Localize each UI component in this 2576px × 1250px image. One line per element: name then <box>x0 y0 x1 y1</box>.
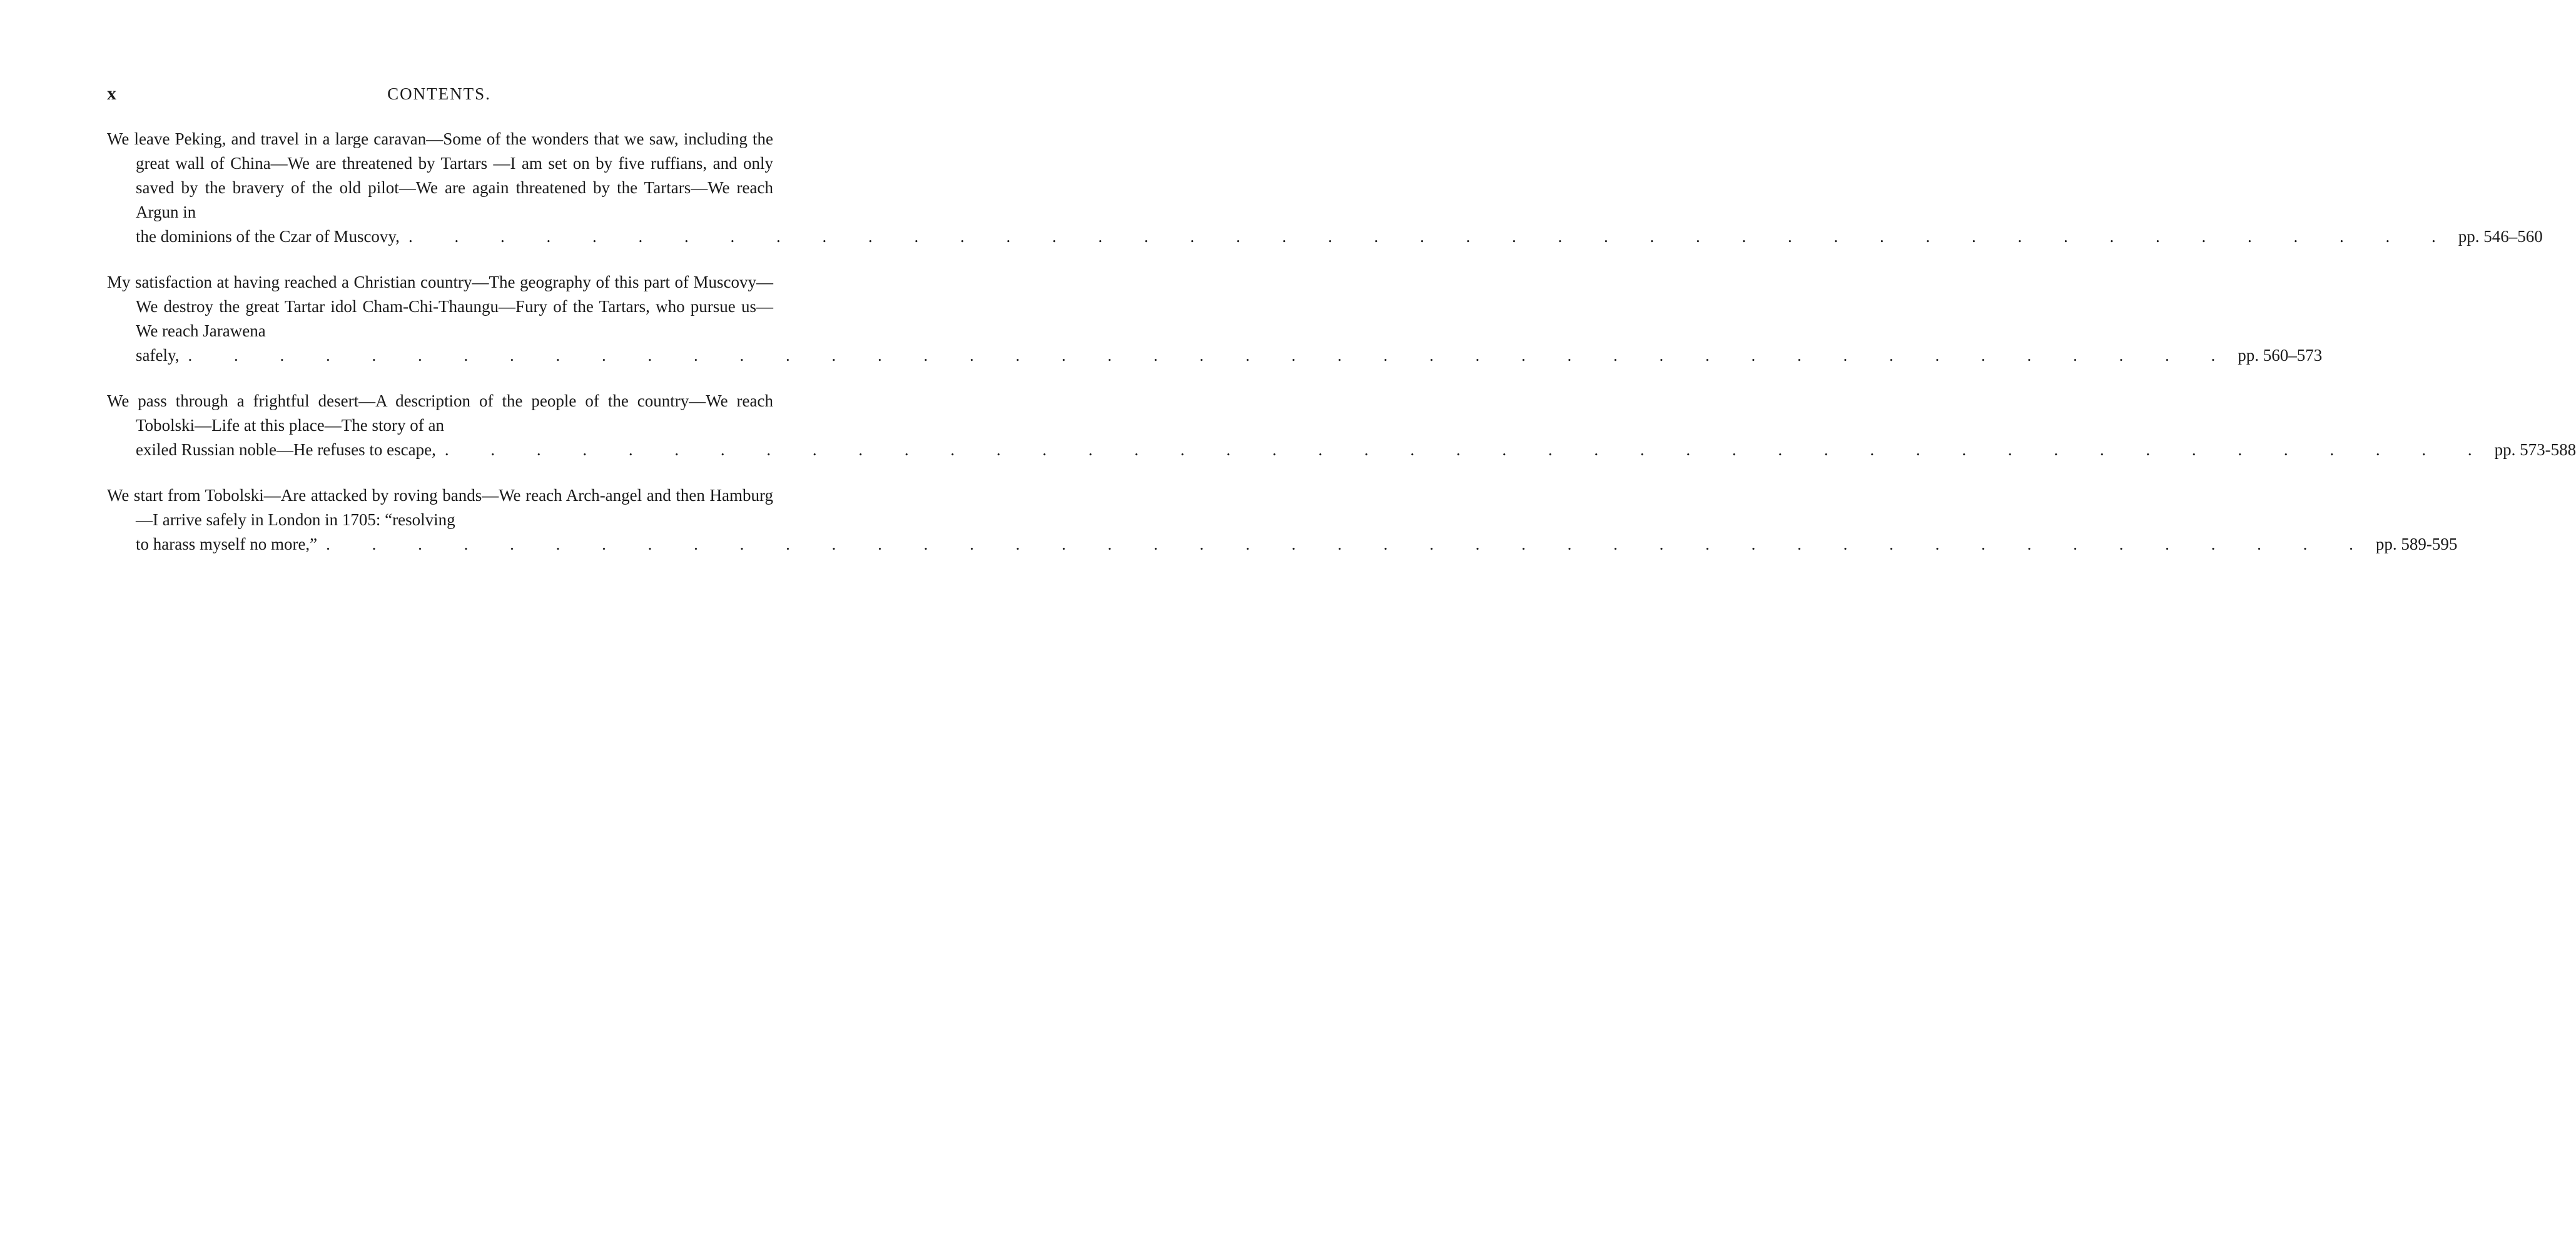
page-range: pp. 560–573 <box>2238 346 2323 365</box>
contents-entry <box>107 483 2458 557</box>
entry-summary: We start from Tobolski—Are attacked by roving bands—We reach Arch-angel and then Hamburg—I arrive safely in London in 1705: “resolving <box>107 486 773 529</box>
dot-leader: . . . . . . . . . . . . . . . . . . . . . . . . . . . . . . . . . . . . . . . . . . . . . <box>326 535 2372 553</box>
page-range: pp. 573-588 <box>2494 440 2576 459</box>
dot-leader: . . . . . . . . . . . . . . . . . . . . . . . . . . . . . . . . . . . . . . . . . . . . . <box>408 227 2455 246</box>
page-range: pp. 589-595 <box>2375 535 2458 553</box>
entry-summary: We leave Peking, and travel in a large caravan—Some of the wonders that we saw, including the great wall of China—We are threatened by Tartars —I am set on by five ruffians, and only saved by the bravery of the old pilot—We are again threatened by the Tartars—We reach Argun in <box>107 129 773 221</box>
dot-leader: . . . . . . . . . . . . . . . . . . . . . . . . . . . . . . . . . . . . . . . . . . . . . <box>188 346 2234 365</box>
entry-summary: My satisfaction at having reached a Christian country—The geography of this part of Muscovy—We destroy the great Tartar idol Cham-Chi-Thaungu—Fury of the Tartars, who pursue us—We reach Jarawena <box>107 273 773 340</box>
entry-last-line <box>136 224 2543 249</box>
entry-last-line <box>136 532 2458 557</box>
contents-list <box>107 127 2576 578</box>
entry-summary: We pass through a frightful desert—A description of the people of the country—We reach Tobolski—Life at this place—The story of an <box>107 391 773 435</box>
entry-summary-end: safely, <box>136 346 180 365</box>
running-head: CONTENTS. <box>387 84 491 103</box>
contents-entry <box>107 127 2543 249</box>
entry-last-line <box>136 438 2576 462</box>
page-range: pp. 546–560 <box>2458 227 2543 246</box>
entry-summary-end: the dominions of the Czar of Muscovy, <box>136 227 400 246</box>
page-number: x <box>107 83 116 104</box>
entry-summary-end: to harass myself no more,” <box>136 535 318 553</box>
entry-last-line <box>136 343 2323 368</box>
contents-entry <box>107 389 2576 462</box>
contents-entry <box>107 270 2323 368</box>
dot-leader: . . . . . . . . . . . . . . . . . . . . . . . . . . . . . . . . . . . . . . . . . . . . . <box>444 440 2491 459</box>
entry-summary-end: exiled Russian noble—He refuses to escape, <box>136 440 436 459</box>
